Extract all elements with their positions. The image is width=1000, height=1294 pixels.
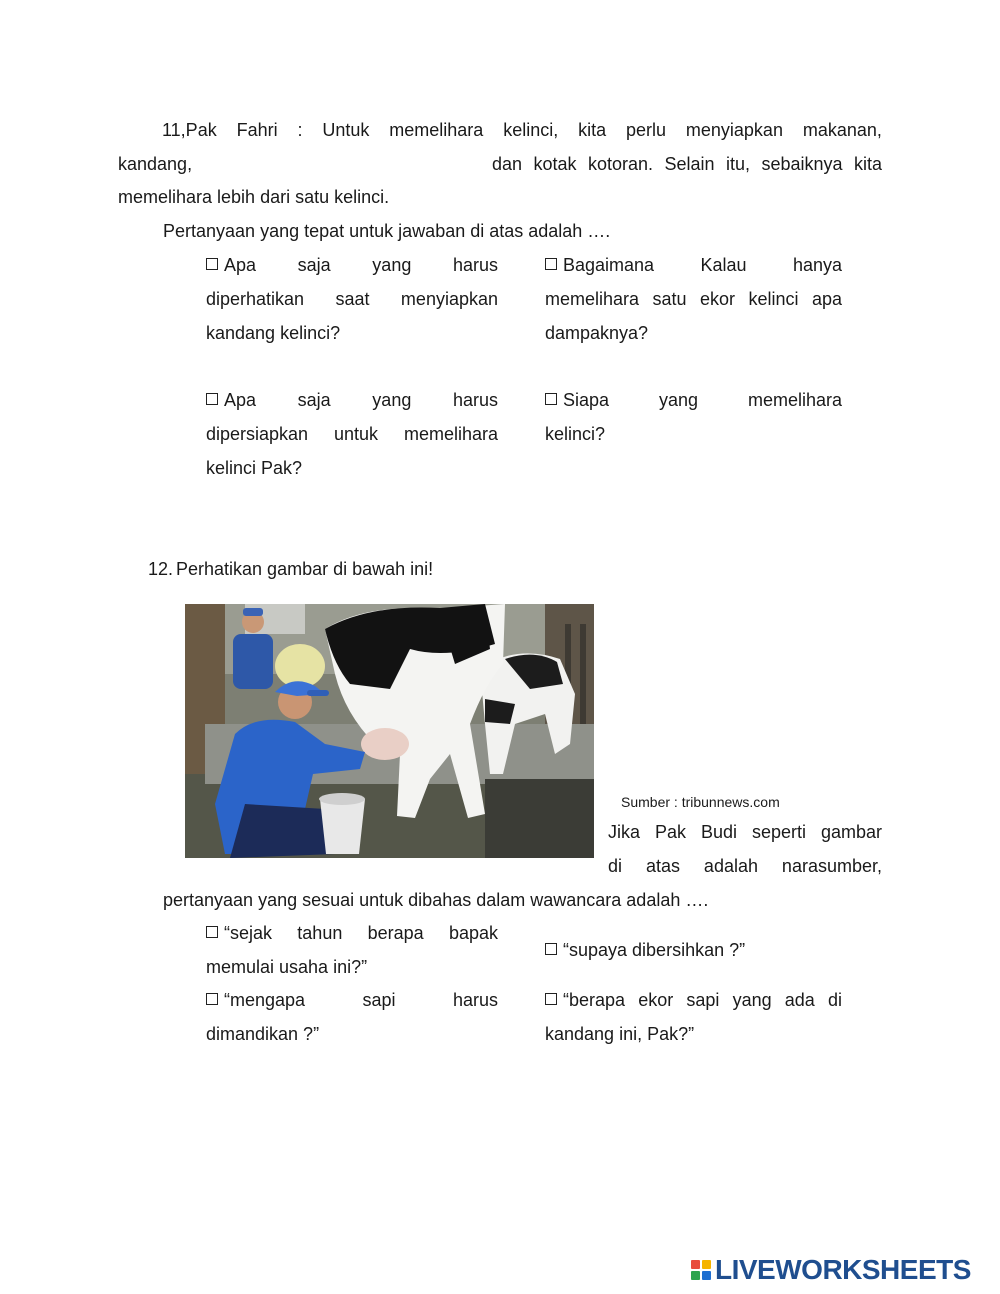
liveworksheets-logo <box>691 1255 971 1285</box>
checkbox-icon[interactable] <box>206 993 218 1005</box>
q12-side-line2: di atas adalah narasumber, <box>608 856 882 876</box>
checkbox-icon[interactable] <box>545 393 557 405</box>
logo-text: LIVEWORKSHEETS <box>715 1254 971 1285</box>
checkbox-icon[interactable] <box>206 258 218 270</box>
q11-line2-right: dan kotak kotoran. Selain itu, sebaiknya kita <box>492 154 882 174</box>
q12-number: 12. <box>148 559 174 579</box>
cow-milking-photo <box>185 604 594 858</box>
q11-option-a[interactable]: Apa saja yang harus diperhatikan saat menyiapkan kandang kelinci? <box>206 255 498 343</box>
q11-line3: memelihara lebih dari satu kelinci. <box>118 187 390 207</box>
logo-square <box>702 1260 711 1269</box>
logo-square <box>691 1260 700 1269</box>
q11-number: 11,Pak <box>162 120 217 140</box>
q12-prompt: pertanyaan yang sesuai untuk dibahas dalam wawancara adalah …. <box>163 890 709 910</box>
q12-option-c[interactable]: “mengapa sapi harus dimandikan ?” <box>206 990 498 1044</box>
checkbox-icon[interactable] <box>545 993 557 1005</box>
q12-heading: Perhatikan gambar di bawah ini! <box>176 559 434 579</box>
q11-option-d[interactable]: Siapa yang memelihara kelinci? <box>545 390 842 444</box>
q11-line2-left: kandang, <box>118 154 193 174</box>
photo-source-caption: Sumber : tribunnews.com <box>621 794 780 810</box>
q12-option-b[interactable]: “supaya dibersihkan ?” <box>545 933 842 967</box>
q11-option-b[interactable]: Bagaimana Kalau hanya memelihara satu ekor kelinci apa dampaknya? <box>545 255 842 343</box>
checkbox-icon[interactable] <box>206 393 218 405</box>
checkbox-icon[interactable] <box>206 926 218 938</box>
q12-option-d[interactable]: “berapa ekor sapi yang ada di kandang ini, Pak?” <box>545 990 842 1044</box>
logo-square <box>702 1271 711 1280</box>
checkbox-icon[interactable] <box>545 258 557 270</box>
logo-mark-icon <box>691 1260 711 1280</box>
logo-square <box>691 1271 700 1280</box>
q12-side-line1: Jika Pak Budi seperti gambar <box>608 822 882 842</box>
checkbox-icon[interactable] <box>545 943 557 955</box>
q11-option-c[interactable]: Apa saja yang harus dipersiapkan untuk memelihara kelinci Pak? <box>206 390 498 478</box>
q12-option-a[interactable]: “sejak tahun berapa bapak memulai usaha ini?” <box>206 923 498 977</box>
q11-line1: 11,Pak Fahri : Untuk memelihara kelinci, kita perlu menyiapkan makanan, <box>162 120 882 140</box>
q11-prompt: Pertanyaan yang tepat untuk jawaban di atas adalah …. <box>163 221 611 241</box>
